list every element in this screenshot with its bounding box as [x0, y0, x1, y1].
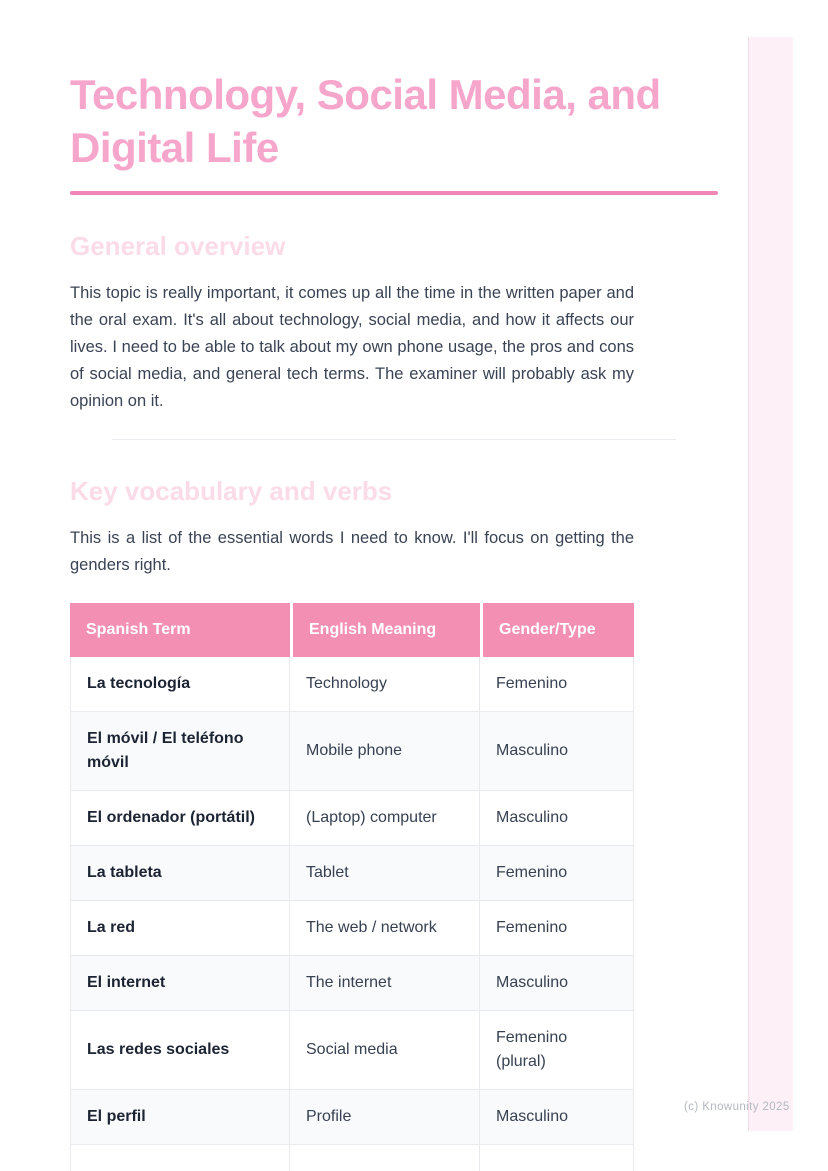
- cell-english-meaning: (Laptop) computer: [290, 791, 480, 846]
- cell-spanish-term: La tableta: [70, 846, 290, 901]
- table-row: [70, 1090, 634, 1145]
- cell-gender-type: Masculino: [480, 712, 634, 791]
- header-spanish-term: Spanish Term: [70, 603, 290, 657]
- cell-gender-type: Masculino: [480, 956, 634, 1011]
- vocab-table: [70, 603, 634, 1171]
- cell-gender-type: Femenino: [480, 901, 634, 956]
- header-gender-type: Gender/Type: [480, 603, 634, 657]
- table-row: [70, 1011, 634, 1090]
- cell-spanish-term: El internet: [70, 956, 290, 1011]
- table-row: [70, 712, 634, 791]
- section-divider: [112, 439, 676, 440]
- table-row: [70, 846, 634, 901]
- cell-spanish-term: El ordenador (portátil): [70, 791, 290, 846]
- cell-spanish-term: La red: [70, 901, 290, 956]
- table-row: [70, 901, 634, 956]
- cell-gender-type: [480, 1145, 634, 1171]
- cell-gender-type: Masculino: [480, 1090, 634, 1145]
- cell-spanish-term: El móvil / El teléfono móvil: [70, 712, 290, 791]
- cell-english-meaning: Social media: [290, 1011, 480, 1090]
- cell-english-meaning: The internet: [290, 956, 480, 1011]
- cell-english-meaning: [290, 1145, 480, 1171]
- footer-credit: (c) Knowunity 2025: [684, 1101, 790, 1113]
- cell-spanish-term: El perfil: [70, 1090, 290, 1145]
- cell-gender-type: Femenino (plural): [480, 1011, 634, 1090]
- table-row-partial: [70, 1145, 634, 1171]
- cell-english-meaning: Mobile phone: [290, 712, 480, 791]
- table-row: [70, 956, 634, 1011]
- cell-english-meaning: Profile: [290, 1090, 480, 1145]
- cell-spanish-term: La tecnología: [70, 657, 290, 712]
- vocabulary-paragraph: This is a list of the essential words I need to know. I'll focus on getting the genders right.: [70, 529, 634, 574]
- page-title: Technology, Social Media, and Digital Life: [70, 71, 661, 171]
- cell-spanish-term: Las redes sociales: [70, 1011, 290, 1090]
- cell-spanish-term: [70, 1145, 290, 1171]
- cell-gender-type: Femenino: [480, 846, 634, 901]
- cell-english-meaning: Technology: [290, 657, 480, 712]
- section-heading-overview: General overview: [70, 231, 286, 261]
- table-row: [70, 657, 634, 712]
- cell-gender-type: Masculino: [480, 791, 634, 846]
- table-row: [70, 791, 634, 846]
- section-heading-vocabulary: Key vocabulary and verbs: [70, 476, 393, 506]
- title-rule: [70, 191, 718, 195]
- table-header-row: [70, 603, 634, 657]
- overview-paragraph: This topic is really important, it comes up all the time in the written paper and the oral exam. It's all about technology, social media, and how it affects our lives. I need to be able to talk about my own phone usage, the pros and cons of social media, and general tech terms. The examiner will probably ask my opinion on it.: [70, 284, 634, 410]
- page-edge-stripe: [748, 37, 793, 1131]
- header-english-meaning: English Meaning: [290, 603, 480, 657]
- page-content: [70, 0, 718, 1171]
- cell-gender-type: Femenino: [480, 657, 634, 712]
- cell-english-meaning: Tablet: [290, 846, 480, 901]
- cell-english-meaning: The web / network: [290, 901, 480, 956]
